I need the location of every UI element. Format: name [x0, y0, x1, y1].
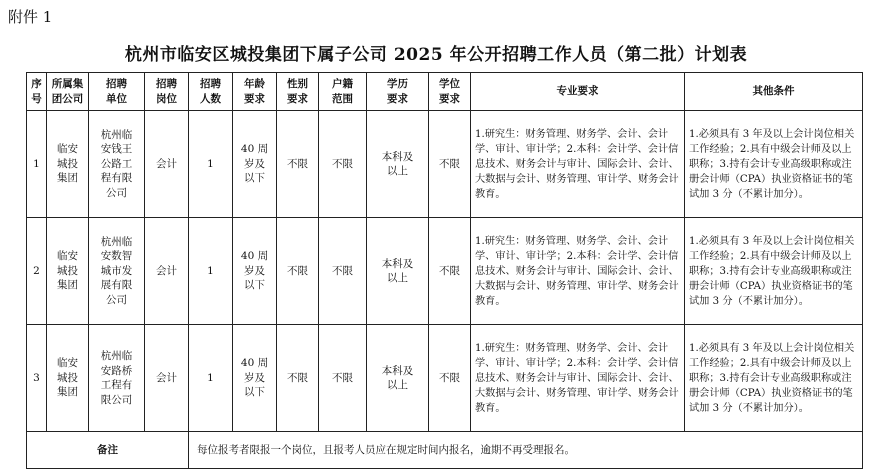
header-seq: 序 号: [27, 73, 47, 111]
cell-gender: 不限: [277, 218, 319, 325]
cell-count: 1: [189, 218, 233, 325]
cell-other: 1.必须具有 3 年及以上会计岗位相关工作经验；2.具有中级会计师及以上职称；3.持有会计专业高级职称或注册会计师（CPA）执业资格证书的笔试加 3 分（不累计加分）。: [685, 218, 863, 325]
header-degree: 学位 要求: [429, 73, 471, 111]
cell-unit: 杭州临 安路桥 工程有 限公司: [89, 325, 145, 432]
cell-count: 1: [189, 111, 233, 218]
cell-position: 会计: [145, 325, 189, 432]
cell-education: 本科及 以上: [367, 218, 429, 325]
header-row: [27, 73, 863, 111]
header-count: 招聘 人数: [189, 73, 233, 111]
header-gender: 性别 要求: [277, 73, 319, 111]
cell-seq: 1: [27, 111, 47, 218]
recruitment-plan-table: [26, 72, 863, 469]
cell-seq: 2: [27, 218, 47, 325]
remark-text: 每位报考者限报一个岗位，且报考人员应在规定时间内报名，逾期不再受理报名。: [189, 432, 863, 469]
cell-hukou: 不限: [319, 325, 367, 432]
cell-other: 1.必须具有 3 年及以上会计岗位相关工作经验；2.具有中级会计师及以上职称；3.持有会计专业高级职称或注册会计师（CPA）执业资格证书的笔试加 3 分（不累计加分）。: [685, 325, 863, 432]
header-group: 所属集 团公司: [47, 73, 89, 111]
remark-label: 备注: [27, 432, 189, 469]
header-age: 年龄 要求: [233, 73, 277, 111]
cell-group: 临安 城投 集团: [47, 111, 89, 218]
header-other: 其他条件: [685, 73, 863, 111]
cell-major: 1.研究生：财务管理、财务学、会计、会计学、审计、审计学；2.本科：会计学、会计信息技术、财务会计与审计、国际会计、会计、大数据与会计、财务管理、审计学、财务会计教育。: [471, 325, 685, 432]
header-major: 专业要求: [471, 73, 685, 111]
header-position: 招聘 岗位: [145, 73, 189, 111]
cell-hukou: 不限: [319, 218, 367, 325]
cell-other: 1.必须具有 3 年及以上会计岗位相关工作经验；2.具有中级会计师及以上职称；3.持有会计专业高级职称或注册会计师（CPA）执业资格证书的笔试加 3 分（不累计加分）。: [685, 111, 863, 218]
cell-gender: 不限: [277, 325, 319, 432]
table-row: [27, 218, 863, 325]
cell-major: 1.研究生：财务管理、财务学、会计、会计学、审计、审计学；2.本科：会计学、会计信息技术、财务会计与审计、国际会计、会计、大数据与会计、财务管理、审计学、财务会计教育。: [471, 111, 685, 218]
cell-seq: 3: [27, 325, 47, 432]
cell-education: 本科及 以上: [367, 111, 429, 218]
table-row: [27, 325, 863, 432]
attachment-label: 附件 1: [8, 8, 53, 26]
cell-hukou: 不限: [319, 111, 367, 218]
cell-gender: 不限: [277, 111, 319, 218]
remark-row: [27, 432, 863, 469]
cell-degree: 不限: [429, 111, 471, 218]
cell-age: 40 周 岁及 以下: [233, 218, 277, 325]
cell-unit: 杭州临 安钱王 公路工 程有限 公司: [89, 111, 145, 218]
cell-education: 本科及 以上: [367, 325, 429, 432]
cell-degree: 不限: [429, 325, 471, 432]
cell-group: 临安 城投 集团: [47, 218, 89, 325]
cell-group: 临安 城投 集团: [47, 325, 89, 432]
cell-position: 会计: [145, 218, 189, 325]
cell-position: 会计: [145, 111, 189, 218]
header-education: 学历 要求: [367, 73, 429, 111]
header-hukou: 户籍 范围: [319, 73, 367, 111]
page-title: 杭州市临安区城投集团下属子公司 2025 年公开招聘工作人员（第二批）计划表: [124, 45, 748, 65]
cell-count: 1: [189, 325, 233, 432]
cell-age: 40 周 岁及 以下: [233, 325, 277, 432]
cell-age: 40 周 岁及 以下: [233, 111, 277, 218]
header-unit: 招聘 单位: [89, 73, 145, 111]
cell-major: 1.研究生：财务管理、财务学、会计、会计学、审计、审计学；2.本科：会计学、会计信息技术、财务会计与审计、国际会计、会计、大数据与会计、财务管理、审计学、财务会计教育。: [471, 218, 685, 325]
cell-unit: 杭州临 安数智 城市发 展有限 公司: [89, 218, 145, 325]
table-row: [27, 111, 863, 218]
cell-degree: 不限: [429, 218, 471, 325]
